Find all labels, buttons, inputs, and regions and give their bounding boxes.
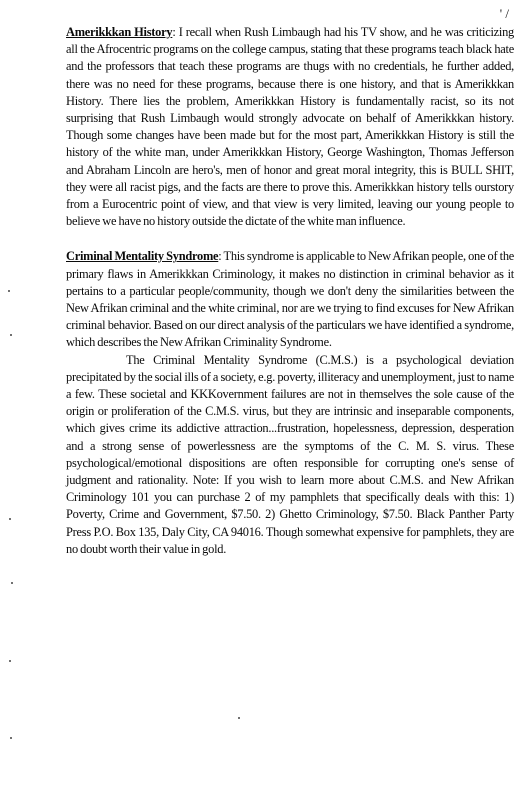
- scan-speck: [9, 660, 11, 662]
- scan-speck: [8, 290, 10, 292]
- document-text: [66, 24, 514, 558]
- section-gap: [66, 230, 514, 248]
- section-body: : I recall when Rush Limbaugh had his TV show, and he was criticizing all the Afrocentric programs on the college campus, stating that these programs teach black hate and the professors that teach these programs are thugs with no credentials, he further added, there was no need for these programs, because there is one history, and that is Amerikkkan History. There lies the problem, Amerikkkan History is fundamentally racist, so its not surprising that Rush Limbaugh would strongly advocate on behalf of Amerikkkan history. Though some changes have been made but for the most part, Amerikkkan History is still the history of the white man, under Amerikkkan History, George Washington, Thomas Jefferson and Abraham Lincoln are hero's, men of honor and great moral integrity, this is BULL SHIT, they were all racist pigs, and the facts are there to prove this. Amerikkkan history tells ourstory from a Eurocentric point of view, and that view is very limited, leaving our young people to believe we have no history outside the dictate of the white man influence.: [66, 25, 514, 229]
- section-body: : This syndrome is applicable to New Afrikan people, one of the primary flaws in Amerikkkan Criminology, it makes no distinction in criminal behavior as it pertains to a particular people/community, though we don't deny the similarities between the New Afrikan criminal and the white criminal, nor are we trying to find excuses for New Afrikan criminal behavior. Based on our direct analysis of the particulars we have identified a syndrome, which describes the New Afrikan Criminality Syndrome.: [66, 249, 515, 350]
- scan-speck: [9, 518, 11, 520]
- section-paragraph: The Criminal Mentality Syndrome (C.M.S.) is a psychological deviation precipitated by the social ills of a society, e.g. poverty, illiteracy and unemployment, just to name a few. These societal and KKKovernment failures are not in themselves the sole cause of the origin or proliferation of the C.M.S. virus, but they are intrinsic and inseparable components, which gives crime its addictive attraction...frustration, hopelessness, depression, desperation and a strong sense of powerlessness are the symptoms of the C. M. S. virus. These psychological/emotional dispositions are often responsible for corrupting one's sense of judgment and rationality. Note: If you wish to learn more about C.M.S. and New Afrikan Criminology 101 you can purchase 2 of my pamphlets that specifically deals with this: 1) Poverty, Crime and Government, $7.50. 2) Ghetto Criminology, $7.50. Black Panther Party Press P.O. Box 135, Daly City, CA 94016. Though somewhat expensive for pamphlets, they are no doubt worth their value in gold.: [66, 352, 514, 556]
- scan-speck: [238, 717, 240, 719]
- section-criminal-mentality-syndrome: [66, 248, 514, 351]
- page-mark: ' /: [499, 6, 509, 21]
- section-heading: Amerikkkan History: [66, 25, 173, 39]
- scan-speck: [10, 334, 12, 336]
- scan-speck: [11, 582, 13, 584]
- section-amerikkkan-history: [66, 24, 514, 230]
- scan-speck: [10, 737, 12, 739]
- section-heading: Criminal Mentality Syndrome: [66, 249, 219, 264]
